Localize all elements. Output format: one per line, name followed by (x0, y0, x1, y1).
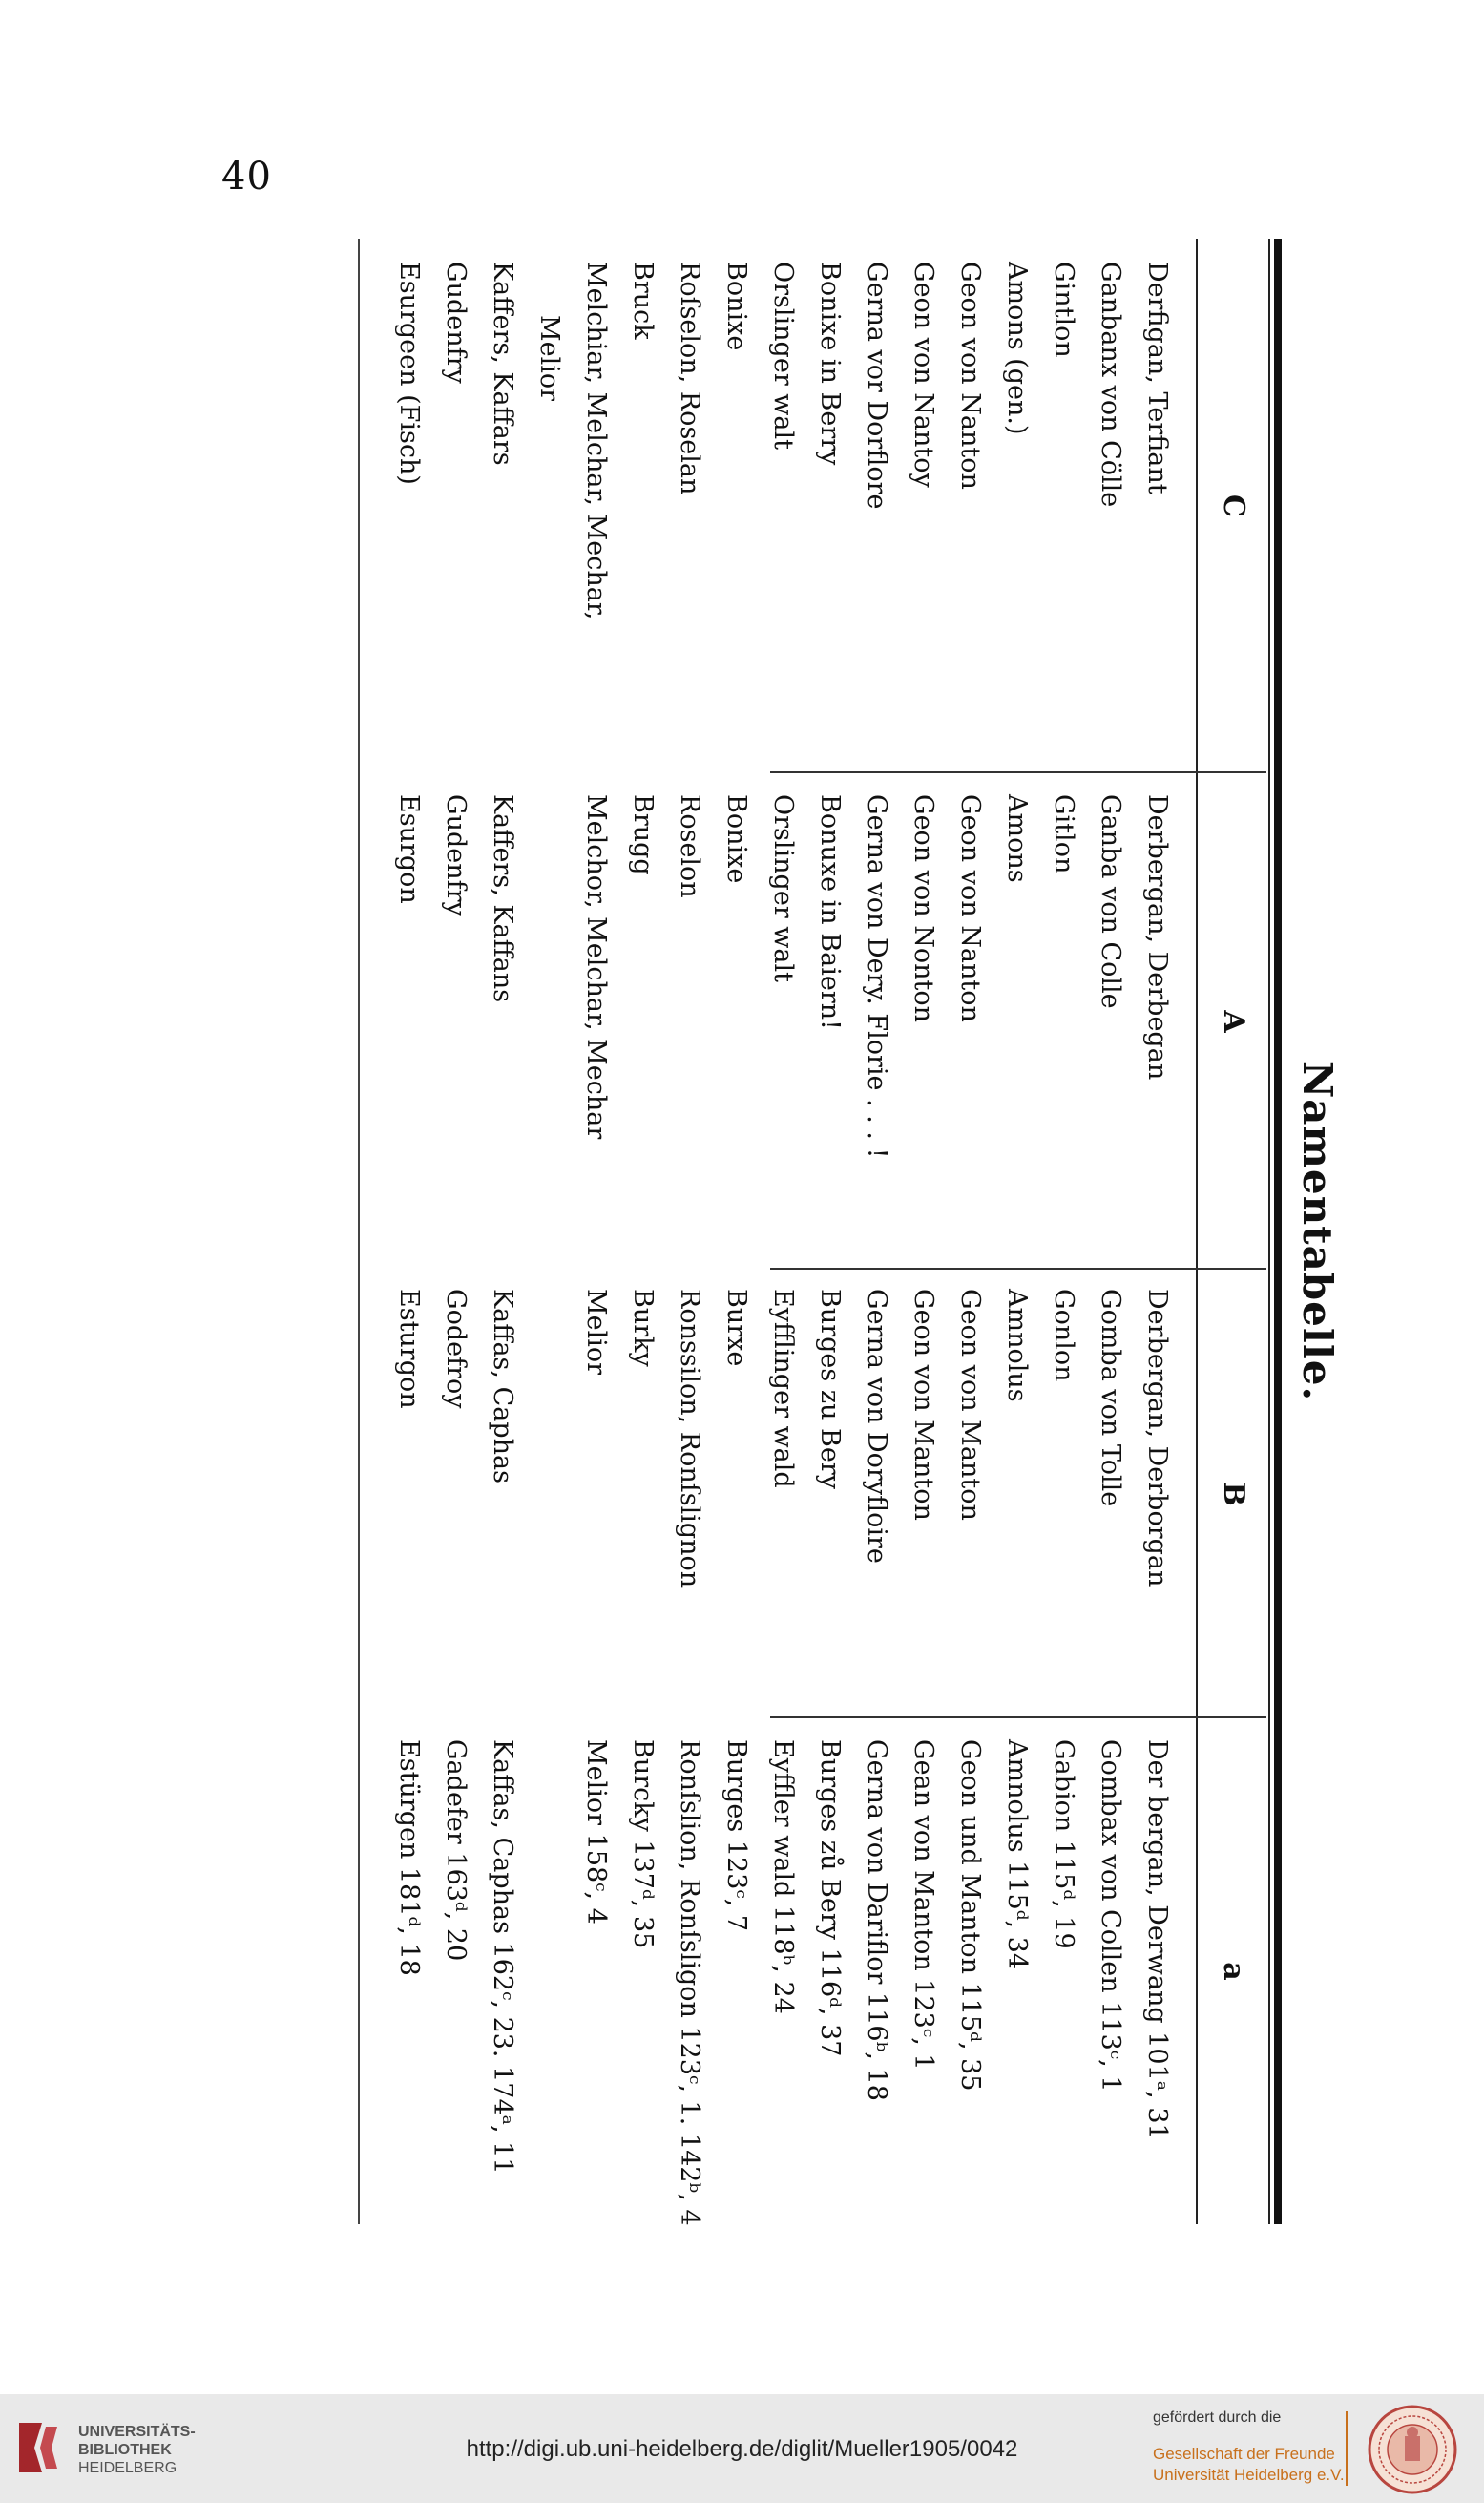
table-cell: Gomba von Tolle (1096, 1289, 1125, 1507)
table-cell: Roſselon, Roselan (675, 262, 704, 495)
table-top-rule-thin (1268, 239, 1270, 2224)
table-cell: Orslinger walt (768, 794, 798, 983)
table-cell: Melchiar, Melchar, Mechar, (581, 262, 611, 620)
table-cell: Gombax von Collen 113ᶜ, 1 (1096, 1739, 1125, 2093)
table-cell (526, 1289, 573, 1588)
table-cell: Geon von Nonton (909, 794, 938, 1023)
table-cell: Bonixe in Berry (815, 262, 845, 466)
table-cell: Amnolus (1002, 1289, 1032, 1402)
table-bottom-rule (358, 239, 360, 2224)
table-cell: Roselon (675, 794, 704, 898)
page-number: 40 (221, 155, 272, 199)
table-cell: Eyffler wald 118ᵇ, 24 (768, 1739, 798, 2014)
library-name-line: UNIVERSITÄTS- (78, 2424, 196, 2440)
table-cell: Geon von Manton (909, 1289, 938, 1521)
table-top-rule-thick (1274, 239, 1282, 2224)
table-cell: Melior (534, 315, 564, 402)
table-cell: Estürgen 181ᵈ, 18 (394, 1739, 424, 1976)
table-header-row (1200, 239, 1266, 2224)
header-a-lower: a (1217, 1962, 1250, 1981)
footer-banner (0, 2394, 1484, 2503)
table-cell: Esturgon (394, 1289, 424, 1409)
table-cell: Gitlon (1049, 794, 1078, 874)
sponsor-name-line: Universität Heidelberg e.V. (1153, 2466, 1345, 2484)
sponsor-name (1153, 2444, 1345, 2486)
table-cell: Esurgon (394, 794, 424, 904)
table-cell: Eyfflinger wald (768, 1289, 798, 1488)
table-cell: Ganba von Colle (1096, 794, 1125, 1009)
column-b (386, 1289, 1181, 1588)
table-cell: Gabion 115ᵈ, 19 (1049, 1739, 1078, 1949)
table-cell: Kaffas, Caphas 162ᶜ, 23. 174ᵃ, 11 (488, 1739, 517, 2175)
column-a-lower (386, 1739, 1181, 2226)
table-cell: Geon von Nanton (955, 794, 985, 1022)
table-cell: Godefroy (441, 1289, 470, 1409)
table-cell: Geon von Manton (955, 1289, 985, 1521)
name-table (348, 239, 1341, 2224)
table-cell: Esurgeen (Fisch) (394, 262, 424, 485)
table-cell: Der bergan, Derwang 101ᵃ, 31 (1142, 1739, 1172, 2140)
table-cell: Amnolus 115ᵈ, 34 (1002, 1739, 1032, 1970)
table-cell: Melior (581, 1289, 611, 1376)
university-seal-icon (1367, 2404, 1458, 2495)
table-cell: Gean von Manton 123ᶜ, 1 (909, 1739, 938, 2071)
table-cell: Geon von Nanton (955, 262, 985, 490)
table-cell: Gerna von Dariflor 116ᵇ, 18 (862, 1739, 891, 2101)
sponsor-name-line: Gesellschaft der Freunde (1153, 2445, 1335, 2463)
table-cell: Gadefer 163ᵈ, 20 (441, 1739, 470, 1962)
table-title: Namentabelle. (1294, 1061, 1341, 1402)
table-header-rule (1196, 239, 1198, 2224)
table-cell: Kaffers, Kaffars (488, 262, 517, 466)
table-cell: Orslinger walt (768, 262, 798, 451)
sponsor-divider (1346, 2411, 1348, 2486)
library-name-line: HEIDELBERG (78, 2460, 178, 2476)
table-cell: Gerna vor Dorflore (862, 262, 891, 510)
table-cell: Gonlon (1049, 1289, 1078, 1382)
column-c (386, 262, 1181, 620)
table-cell: Derbergan, Derbegan (1142, 794, 1172, 1081)
table-cell: Gerna von Doryfloire (862, 1289, 891, 1564)
header-c: C (1217, 494, 1250, 517)
table-cell: Ronssilon, Ronſslignon (675, 1289, 704, 1588)
permalink-url[interactable]: http://digi.ub.uni-heidelberg.de/diglit/Mueller1905/0042 (466, 2436, 1018, 2462)
header-b: B (1217, 1482, 1250, 1506)
table-cell: Gudenfry (441, 262, 470, 384)
table-cell: Gintlon (1049, 262, 1078, 358)
table-cell: Gudenfry (441, 794, 470, 916)
library-name-line: BIBLIOTHEK (78, 2442, 172, 2458)
table-cell: Burges zu Bery (815, 1289, 845, 1490)
table-cell: Bonixe (721, 794, 751, 884)
table-cell (526, 1739, 573, 2226)
column-a (386, 794, 1181, 1158)
table-cell: Burxe (721, 1289, 751, 1367)
header-a: A (1217, 1010, 1250, 1033)
column-divider (770, 1716, 1266, 1718)
table-cell: Brugg (628, 794, 658, 875)
column-divider (770, 1268, 1266, 1270)
column-divider (770, 771, 1266, 773)
table-cell: Bonixe (721, 262, 751, 351)
table-cell: Melior 158ᶜ, 4 (581, 1739, 611, 1925)
table-cell: Bruck (628, 262, 658, 340)
table-cell: Burges zů Bery 116ᵈ, 37 (815, 1739, 845, 2057)
table-cell (526, 794, 573, 1158)
table-cell: Melchor, Melchar, Mechar (581, 794, 611, 1140)
table-cell: Kaffers, Kaffans (488, 794, 517, 1003)
table-cell: Ganbanx von Cölle (1096, 262, 1125, 508)
table-cell: Burky (628, 1289, 658, 1367)
table-cell: Geon von Nantoy (909, 262, 938, 488)
sponsor-label: gefördert durch die (1153, 2409, 1282, 2426)
table-cell: Bonuxe in Baiern! (815, 794, 845, 1030)
table-cell: Amons (1002, 794, 1032, 883)
table-cell: Burges 123ᶜ, 7 (721, 1739, 751, 1932)
table-cell: Derbergan, Derborgan (1142, 1289, 1172, 1588)
table-cell: Kaffas, Caphas (488, 1289, 517, 1483)
table-cell: Amons (gen.) (1002, 262, 1032, 435)
table-cell: Ronſslion, Ronſsligon 123ᶜ, 1. 142ᵇ, 4 (675, 1739, 704, 2226)
table-cell: Derfigan, Terfiant (1142, 262, 1172, 494)
table-cell: Burcky 137ᵈ, 35 (628, 1739, 658, 1949)
table-cell: Geon und Manton 115ᵈ, 35 (955, 1739, 985, 2092)
table-cell: Gerna von Dery. Florie . . . ! (862, 794, 891, 1159)
